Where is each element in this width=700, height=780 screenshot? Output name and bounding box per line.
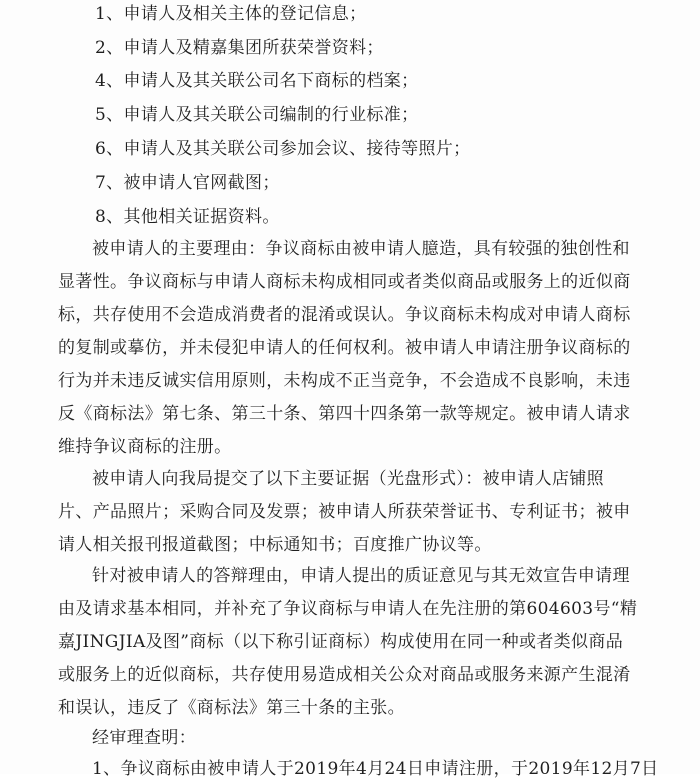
paragraph-line: 片、产品照片；采购合同及发票；被申请人所获荣誉证书、专利证书；被申 xyxy=(58,502,631,522)
paragraph-line: 被申请人的主要理由：争议商标由被申请人臆造，具有较强的独创性和 xyxy=(92,239,630,259)
paragraph-line: 请人相关报刊报道截图；中标通知书；百度推广协议等。 xyxy=(58,535,492,555)
list-item: 1、申请人及相关主体的登记信息； xyxy=(95,4,367,24)
paragraph-line: 的复制或摹仿，并未侵犯申请人的任何权利。被申请人申请注册争议商标的 xyxy=(58,338,631,358)
paragraph-line: 和误认，违反了《商标法》第三十条的主张。 xyxy=(58,698,405,718)
paragraph-line: 反《商标法》第七条、第三十条、第四十四条第一款等规定。被申请人请求 xyxy=(58,404,631,424)
list-item: 8、其他相关证据资料。 xyxy=(95,207,280,227)
list-item: 5、申请人及其关联公司编制的行业标准； xyxy=(95,105,419,125)
paragraph-line: 显著性。争议商标与申请人商标未构成相同或者类似商品或服务上的近似商 xyxy=(58,272,631,292)
list-item: 2、申请人及精嘉集团所获荣誉资料； xyxy=(95,38,384,58)
list-item: 6、申请人及其关联公司参加会议、接待等照片； xyxy=(95,139,471,159)
paragraph-line: 针对被申请人的答辩理由，申请人提出的质证意见与其无效宣告申请理 xyxy=(92,566,630,586)
paragraph-line: 标，共存使用不会造成消费者的混淆或误认。争议商标未构成对申请人商标 xyxy=(58,305,631,325)
paragraph-line: 行为并未违反诚实信用原则，未构成不正当竞争，不会造成不良影响，未违 xyxy=(58,371,631,391)
paragraph-line: 维持争议商标的注册。 xyxy=(58,437,232,457)
list-item: 4、申请人及其关联公司名下商标的档案； xyxy=(95,71,419,91)
paragraph-line: 由及请求基本相同，并补充了争议商标与申请人在先注册的第604603号“精 xyxy=(58,599,638,619)
paragraph-line: 被申请人向我局提交了以下主要证据（光盘形式）：被申请人店铺照 xyxy=(92,469,604,489)
paragraph-line: 嘉JINGJIA及图”商标（以下称引证商标）构成使用在同一种或者类似商品 xyxy=(58,632,624,652)
paragraph-line: 1、争议商标由被申请人于2019年4月24日申请注册，于2019年12月7日 xyxy=(92,759,659,779)
list-item: 7、被申请人官网截图； xyxy=(95,173,280,193)
section-heading: 经审理查明： xyxy=(92,728,197,748)
paragraph-line: 或服务上的近似商标，共存使用易造成相关公众对商品或服务来源产生混淆 xyxy=(58,665,631,685)
